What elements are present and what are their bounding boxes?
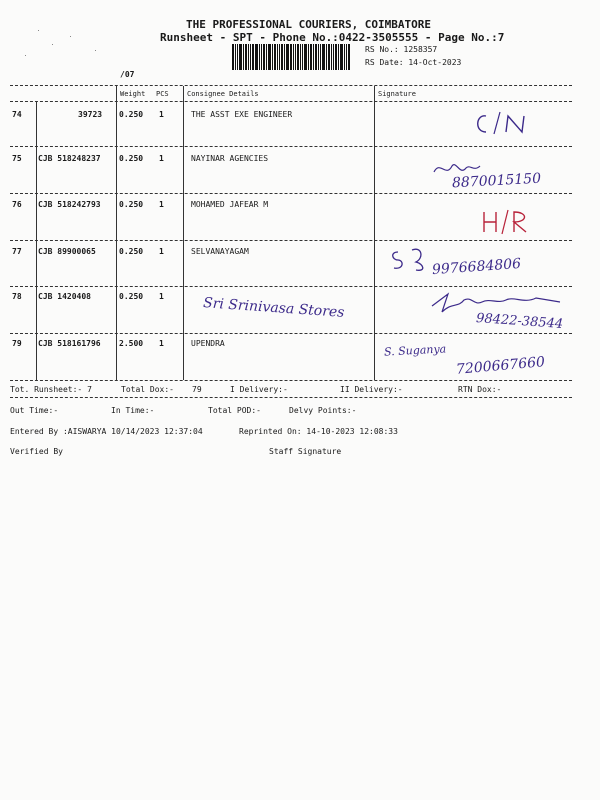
barcode-bar xyxy=(255,44,258,70)
barcode-bar xyxy=(237,44,238,70)
row-cn: CJB 518248237 xyxy=(38,154,101,163)
col-divider xyxy=(36,102,37,380)
row-weight: 0.250 xyxy=(119,154,144,163)
row-pcs: 1 xyxy=(159,247,164,256)
row-sno: 74 xyxy=(12,110,22,119)
handwritten-cn-mark xyxy=(470,108,550,138)
col-divider xyxy=(374,86,375,380)
barcode-bar xyxy=(235,44,236,70)
barcode-bar xyxy=(318,44,319,70)
barcode-bar xyxy=(328,44,330,70)
barcode-bar xyxy=(326,44,327,70)
handwritten-phone: 9976684806 xyxy=(431,255,522,279)
barcode xyxy=(232,44,356,70)
barcode-bar xyxy=(346,44,347,70)
barcode-bar xyxy=(313,44,314,70)
footer-rule xyxy=(10,397,572,398)
barcode-bar xyxy=(243,44,244,70)
barcode-bar xyxy=(310,44,312,70)
handwritten-consignee: Sri Srinivasa Stores xyxy=(202,295,345,321)
reprinted-on: Reprinted On: 14-10-2023 12:08:33 xyxy=(239,427,398,436)
rs-date: RS Date: 14-Oct-2023 xyxy=(365,58,462,67)
row-cn: CJB 518161796 xyxy=(38,339,101,348)
barcode-bar xyxy=(335,44,337,70)
row-pcs: 1 xyxy=(159,339,164,348)
barcode-bar xyxy=(252,44,254,70)
barcode-bar xyxy=(295,44,296,70)
row-weight: 0.250 xyxy=(119,110,144,119)
row-pcs: 1 xyxy=(159,292,164,301)
row-rule xyxy=(10,193,572,194)
entered-by: Entered By :AISWARYA 10/14/2023 12:37:04 xyxy=(10,427,203,436)
row-sno: 79 xyxy=(12,339,22,348)
col-divider xyxy=(183,86,184,380)
row-consignee: MOHAMED JAFEAR M xyxy=(191,200,269,209)
col-divider xyxy=(116,86,117,380)
barcode-bar xyxy=(284,44,285,70)
staff-signature: Staff Signature xyxy=(269,447,342,456)
row-cn: 39723 xyxy=(78,110,103,119)
barcode-bar xyxy=(286,44,289,70)
handwritten-phone: 8870015150 xyxy=(451,170,542,192)
row-pcs: 1 xyxy=(159,154,164,163)
in-time: In Time:- xyxy=(111,406,155,415)
total-pod: Total POD:- xyxy=(208,406,261,415)
row-sno: 78 xyxy=(12,292,22,301)
col-weight: Weight xyxy=(120,90,146,98)
row-cn: CJB 518242793 xyxy=(38,200,101,209)
row-weight: 0.250 xyxy=(119,292,144,301)
barcode-bar xyxy=(266,44,267,70)
barcode-bar xyxy=(338,44,339,70)
barcode-bar xyxy=(232,44,234,70)
row-sno: 76 xyxy=(12,200,22,209)
barcode-bar xyxy=(320,44,321,70)
handwritten-phone: 98422-38544 xyxy=(475,310,564,333)
row-cn: CJB 89900065 xyxy=(38,247,96,256)
total-dox-label: Total Dox:- xyxy=(121,385,174,394)
col-signature: Signature xyxy=(378,90,416,98)
barcode-bar xyxy=(297,44,299,70)
handwritten-tamil-signature xyxy=(430,158,490,180)
handwritten-hr-mark xyxy=(478,206,538,236)
barcode-bar xyxy=(304,44,307,70)
runsheet-line: Runsheet - SPT - Phone No.:0422-3505555 - Page No.:7 xyxy=(160,31,505,44)
row-consignee: NAYINAR AGENCIES xyxy=(191,154,269,163)
row-rule xyxy=(10,333,572,334)
barcode-bar xyxy=(322,44,325,70)
barcode-bar xyxy=(248,44,249,70)
total-dox-value: 79 xyxy=(192,385,202,394)
delvy-points: Delvy Points:- xyxy=(289,406,357,415)
barcode-bar xyxy=(331,44,332,70)
barcode-bar xyxy=(274,44,276,70)
barcode-bar xyxy=(290,44,292,70)
barcode-bar xyxy=(348,44,350,70)
tot-runsheet: Tot. Runsheet:- 7 xyxy=(10,385,92,394)
row-rule xyxy=(10,286,572,287)
barcode-bar xyxy=(293,44,294,70)
col-consignee: Consignee Details xyxy=(187,90,259,98)
row-sno: 75 xyxy=(12,154,22,163)
barcode-bar xyxy=(279,44,280,70)
verified-by: Verified By xyxy=(10,447,63,456)
row-pcs: 1 xyxy=(159,110,164,119)
scan-speck xyxy=(70,36,71,37)
barcode-bar xyxy=(333,44,334,70)
barcode-bar xyxy=(250,44,251,70)
table-bottom-rule xyxy=(10,380,572,381)
ii-delivery: II Delivery:- xyxy=(340,385,403,394)
scan-speck xyxy=(25,55,26,56)
row-weight: 0.250 xyxy=(119,247,144,256)
row-pcs: 1 xyxy=(159,200,164,209)
out-time: Out Time:- xyxy=(10,406,59,415)
barcode-bar xyxy=(259,44,260,70)
partial-code: /07 xyxy=(120,70,135,79)
handwritten-phone: 7200667660 xyxy=(455,354,546,378)
row-sno: 77 xyxy=(12,247,22,256)
row-cn: CJB 1420408 xyxy=(38,292,91,301)
scan-speck xyxy=(38,30,39,31)
row-consignee: UPENDRA xyxy=(191,339,225,348)
handwritten-initials xyxy=(388,244,438,274)
barcode-bar xyxy=(308,44,309,70)
table-header-rule xyxy=(10,101,572,102)
barcode-bar xyxy=(239,44,242,70)
barcode-bar xyxy=(245,44,247,70)
barcode-bar xyxy=(344,44,345,70)
barcode-bar xyxy=(340,44,343,70)
table-top-rule xyxy=(10,85,572,86)
row-rule xyxy=(10,240,572,241)
barcode-bar xyxy=(315,44,317,70)
barcode-bar xyxy=(281,44,283,70)
rtn-dox: RTN Dox:- xyxy=(458,385,502,394)
row-rule xyxy=(10,146,572,147)
barcode-bar xyxy=(300,44,301,70)
barcode-bar xyxy=(263,44,265,70)
row-weight: 2.500 xyxy=(119,339,144,348)
row-consignee: SELVANAYAGAM xyxy=(191,247,249,256)
barcode-bar xyxy=(268,44,271,70)
scan-speck xyxy=(95,50,96,51)
handwritten-name: S. Suganya xyxy=(383,342,447,359)
rs-number: RS No.: 1258357 xyxy=(365,45,438,54)
barcode-bar xyxy=(302,44,303,70)
row-weight: 0.250 xyxy=(119,200,144,209)
scan-speck xyxy=(52,44,53,45)
col-pcs: PCS xyxy=(156,90,169,98)
company-title: THE PROFESSIONAL COURIERS, COIMBATORE xyxy=(186,18,432,31)
row-consignee: THE ASST EXE ENGINEER xyxy=(191,110,293,119)
barcode-bar xyxy=(261,44,262,70)
i-delivery: I Delivery:- xyxy=(230,385,288,394)
barcode-bar xyxy=(277,44,278,70)
barcode-bar xyxy=(272,44,273,70)
